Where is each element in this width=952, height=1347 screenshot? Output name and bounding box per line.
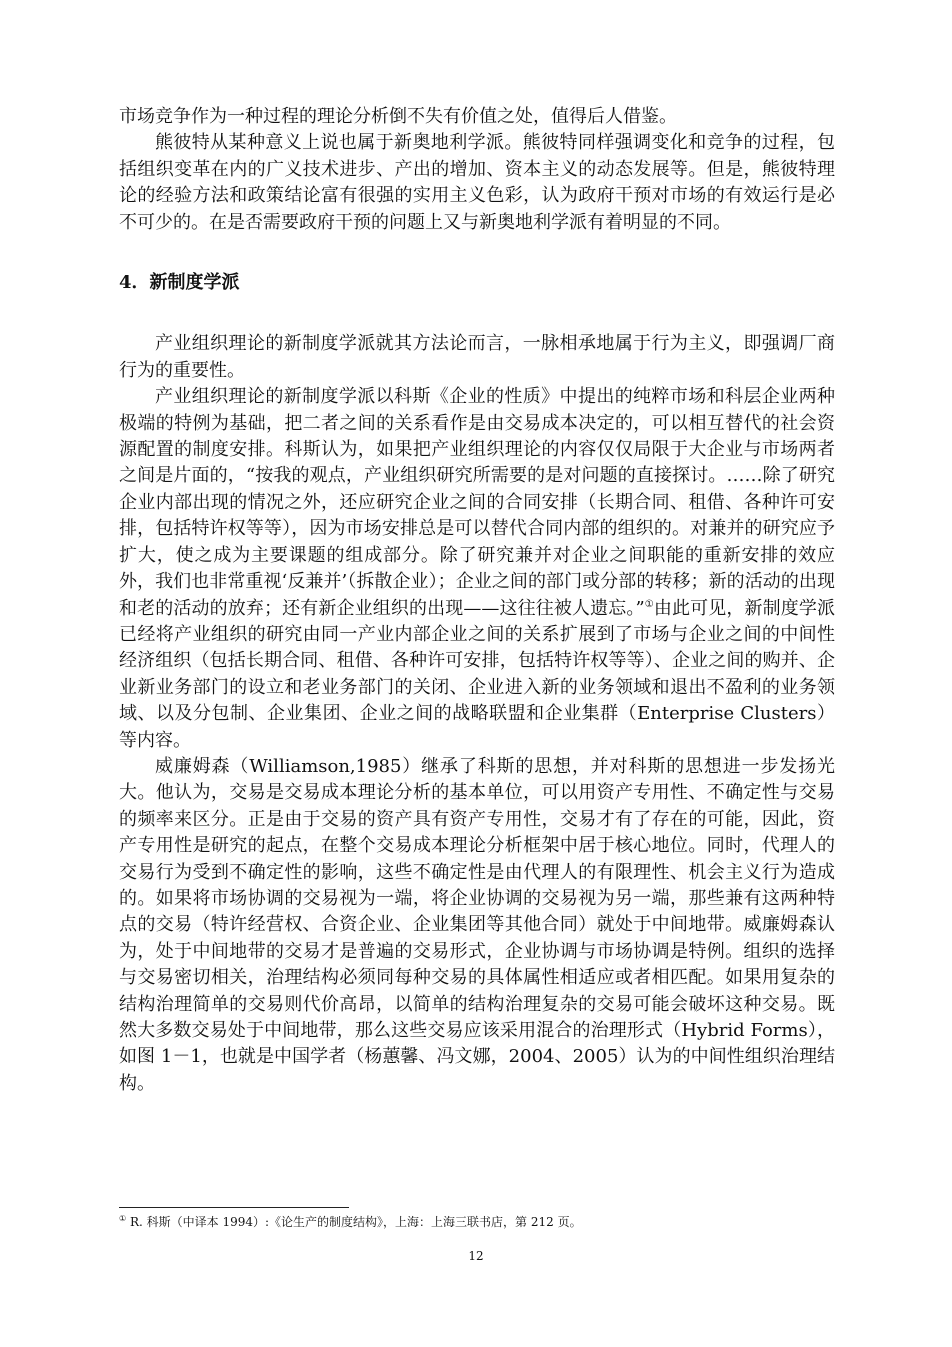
paragraph-williamson: 威廉姆森（Williamson,1985）继承了科斯的思想，并对科斯的思想进一步发扬光大。他认为，交易是交易成本理论分析的基本单位，可以用资产专用性、不确定性与交易的频率来区分。正是由于交易的资产具有资产专用性，交易才有了存在的可能，因此，资产专用性是研究的起点，在整个交易成本理论分析框架中居于核心地位。同时，代理人的交易行为受到不确定性的影响，这些不确定性是由代理人的有限理性、机会主义行为造成的。如果将市场协调的交易视为一端，将企业协调的交易视为另一端，那些兼有这两种特点的交易（特许经营权、合资企业、企业集团等其他合同）就处于中间地带。威廉姆森认为，处于中间地带的交易才是普遍的交易形式，企业协调与市场协调是特例。组织的选择与交易密切相关，治理结构必须同每种交易的具体属性相适应或者相匹配。如果用复杂的结构治理简单的交易则代价高昂，以简单的结构治理复杂的交易可能会破坏这种交易。既然大多数交易处于中间地带，那么这些交易应该采用混合的治理形式（Hybrid Forms），如图 1－1，也就是中国学者（杨蕙馨、冯文娜，2004、2005）认为的中间性组织治理结构。 [119,755,835,1094]
section-heading: 4．新制度学派 [119,272,240,294]
coase-text-part-1: 产业组织理论的新制度学派以科斯《企业的性质》中提出的纯粹市场和科层企业两种极端的特例为基础，把二者之间的关系看作是由交易成本决定的，可以相互替代的社会资源配置的制度安排。科斯认为，如果把产业组织理论的内容仅仅局限于大企业与市场两者之间是片面的，“按我的观点，产业组织研究所需要的是对问题的直接探讨。……除了研究企业内部出现的情况之外，还应研究企业之间的合同安排（长期合同、租借、各种许可安排，包括特许权等等），因为市场安排总是可以替代合同内部的组织的。对兼并的研究应予扩大，使之成为主要课题的组成部分。除了研究兼并对企业之间职能的重新安排的效应外，我们也非常重视‘反兼并’（拆散企业）；企业之间的部门或分部的转移；新的活动的出现和老的活动的放弃；还有新企业组织的出现——这往往被人遗忘。” [119,386,835,619]
footnote-text: R. 科斯（中译本 1994）:《论生产的制度结构》，上海：上海三联书店，第 212 页。 [126,1215,582,1229]
paragraph-coase [119,384,835,754]
paragraph-continuation: 市场竞争作为一种过程的理论分析倒不失有价值之处，值得后人借鉴。 [119,106,677,127]
footnote-divider [119,1207,349,1208]
page-number: 12 [468,1249,484,1263]
paragraph-schumpeter: 熊彼特从某种意义上说也属于新奥地利学派。熊彼特同样强调变化和竞争的过程，包括组织变革在内的广义技术进步、产出的增加、资本主义的动态发展等。但是，熊彼特理论的经验方法和政策结论富有很强的实用主义色彩，认为政府干预对市场的有效运行是必不可少的。在是否需要政府干预的问题上又与新奥地利学派有着明显的不同。 [119,132,835,233]
coase-text-part-2: 由此可见，新制度学派已经将产业组织的研究由同一产业内部企业之间的关系扩展到了市场与企业之间的中间性经济组织（包括长期合同、租借、各种许可安排，包括特许权等等）、企业之间的购并、企业新业务部门的设立和老业务部门的关闭、企业进入新的业务领域和退出不盈利的业务领域、以及分包制、企业集团、企业之间的战略联盟和企业集群（Enterprise Clusters）等内容。 [119,597,836,751]
footnote [119,1213,835,1231]
paragraph-methodology: 产业组织理论的新制度学派就其方法论而言，一脉相承地属于行为主义，即强调厂商行为的重要性。 [119,333,835,381]
main-text [119,104,835,1097]
footnote-mark: ① [119,1214,127,1223]
footnote-reference[interactable]: ① [644,598,654,610]
